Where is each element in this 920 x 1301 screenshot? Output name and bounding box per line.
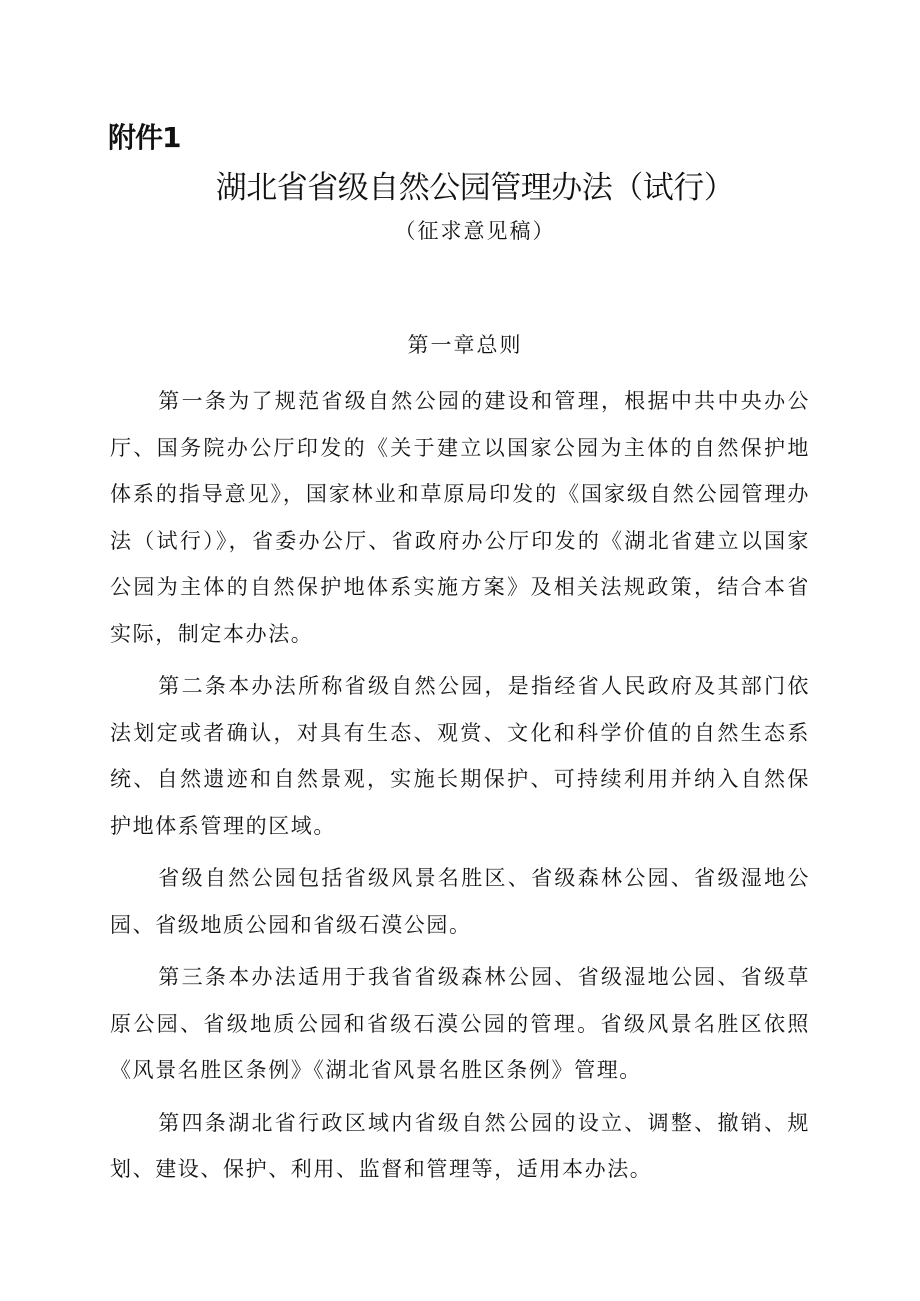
document-subtitle: （征求意见稿） [394,219,556,243]
paragraph-article-2: 第二条本办法所称省级自然公园，是指经省人民政府及其部门依法划定或者确认，对具有生态、观赏、文化和科学价值的自然生态系统、自然遗迹和自然景观，实施长期保护、可持续利用并纳入自然保护地体系管理的区域。 [110,674,810,838]
document-body [110,378,810,1193]
chapter-heading: 第一章总则 [407,333,523,357]
paragraph-article-3: 第三条本办法适用于我省省级森林公园、省级湿地公园、省级草原公园、省级地质公园和省级石漠公园的管理。省级风景名胜区依照《风景名胜区条例》《湖北省风景名胜区条例》管理。 [110,965,810,1082]
paragraph-park-types: 省级自然公园包括省级风景名胜区、省级森林公园、省级湿地公园、省级地质公园和省级石漠公园。 [110,866,810,937]
paragraph-article-1: 第一条为了规范省级自然公园的建设和管理，根据中共中央办公厅、国务院办公厅印发的《关于建立以国家公园为主体的自然保护地体系的指导意见》，国家林业和草原局印发的《国家级自然公园管理办法（试行）》，省委办公厅、省政府办公厅印发的《湖北省建立以国家公园为主体的自然保护地体系实施方案》及相关法规政策，结合本省实际，制定本办法。 [110,389,810,646]
paragraph-article-4: 第四条湖北省行政区域内省级自然公园的设立、调整、撤销、规划、建设、保护、利用、监督和管理等，适用本办法。 [110,1110,810,1181]
document-title: 湖北省省级自然公园管理办法（试行） [215,170,735,206]
attachment-label: 附件1 [108,121,181,154]
